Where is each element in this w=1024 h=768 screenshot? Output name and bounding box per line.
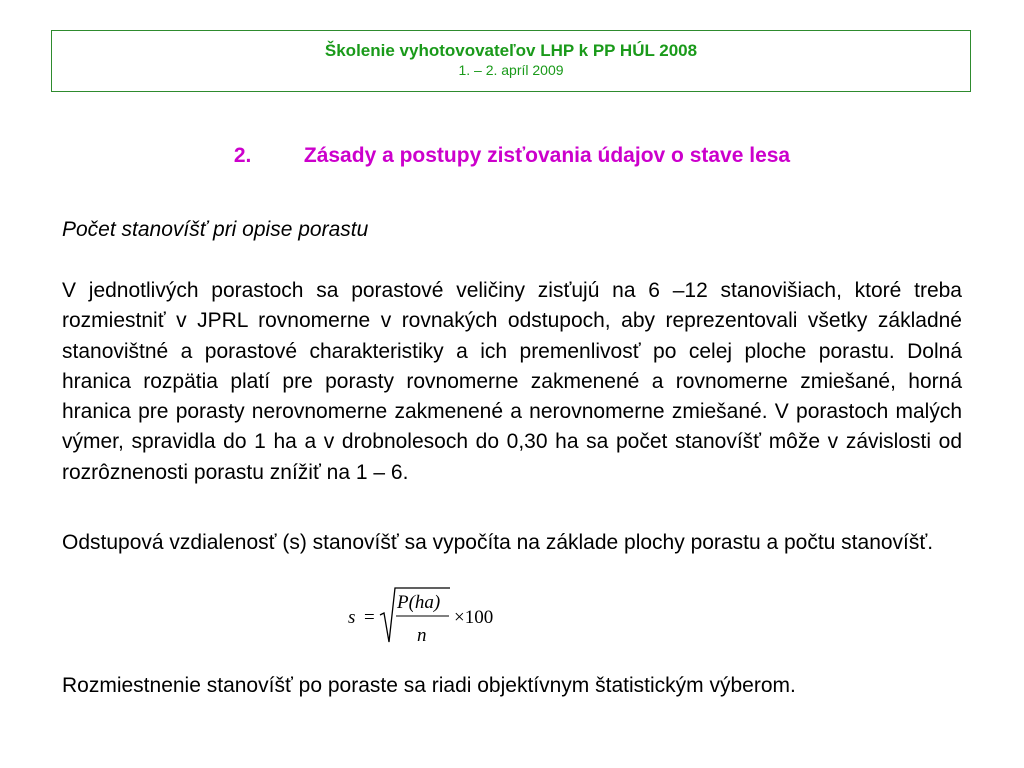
formula-lhs: s <box>348 607 356 628</box>
paragraph-spacing-distance: Odstupová vzdialenosť (s) stanovíšť sa vypočíta na základe plochy porastu a počtu stanovíšť. <box>62 531 934 554</box>
formula-denominator: n <box>417 625 427 646</box>
subheading: Počet stanovíšť pri opise porastu <box>62 218 369 241</box>
formula-multiplier: ×100 <box>454 607 494 628</box>
spacing-formula <box>344 584 514 648</box>
header-box <box>51 30 971 92</box>
paragraph-stations-count: V jednotlivých porastoch sa porastové veličiny zisťujú na 6 –12 stanovišiach, ktoré treba rozmiestniť v JPRL rovnomerne v rovnakých odstupoch, aby reprezentovali všetky základné stanovištné a porastové charakteristiky a ich premenlivosť po celej ploche porastu. Dolná hranica rozpätia platí pre porasty rovnomerne zakmenené a rovnomerne zmiešané, horná hranica pre porasty nerovnomerne zakmenené a nerovnomerne zmiešané. V porastoch malých výmer, spravidla do 1 ha a v drobnolesoch do 0,30 ha sa počet stanovíšť môže v závislosti od rozrôznenosti porastu znížiť na 1 – 6. <box>62 279 962 484</box>
section-heading <box>0 143 1024 169</box>
section-number: 2. <box>233 144 252 167</box>
header-title: Školenie vyhotovovateľov LHP k PP HÚL 2008 <box>324 41 698 60</box>
paragraph-placement: Rozmiestnenie stanovíšť po poraste sa riadi objektívnym štatistickým výberom. <box>62 674 796 697</box>
formula-numerator: P(ha) <box>397 592 441 613</box>
section-title: Zásady a postupy zisťovania údajov o stave lesa <box>303 144 791 167</box>
header-date: 1. – 2. apríl 2009 <box>458 62 564 78</box>
formula-equals: = <box>364 607 375 628</box>
